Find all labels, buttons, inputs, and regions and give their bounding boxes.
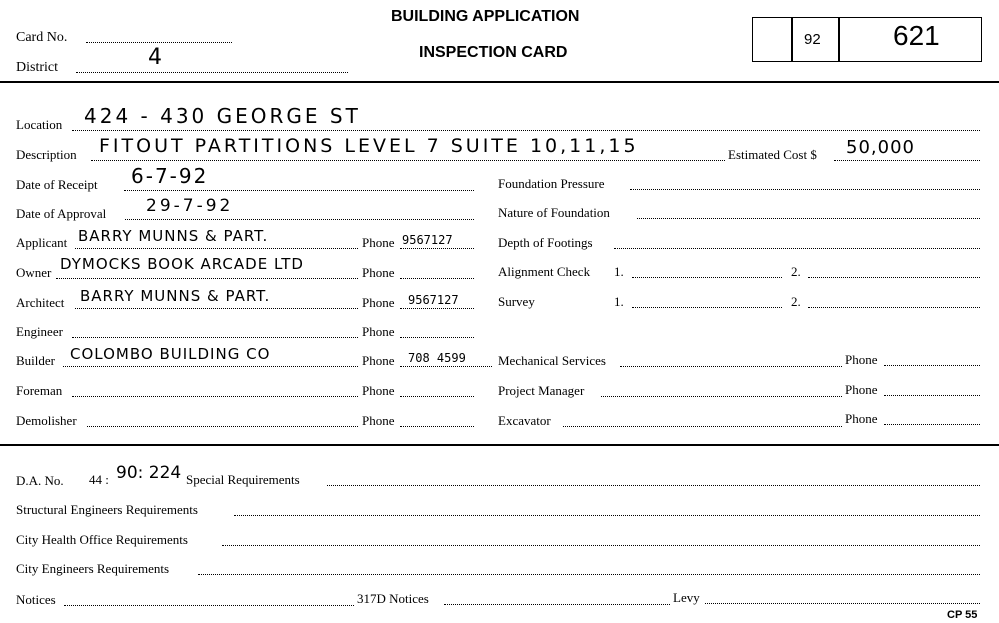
city-engineers-label: City Engineers Requirements (16, 561, 170, 576)
description-label: Description (16, 147, 77, 162)
owner-value: DYMOCKS BOOK ARCADE LTD (60, 255, 304, 273)
estimated-cost-label: Estimated Cost $ (728, 147, 817, 162)
depth-footings-field[interactable] (614, 248, 980, 249)
location-label: Location (16, 117, 63, 132)
survey-field-1[interactable] (632, 307, 782, 308)
demolisher-field[interactable] (87, 426, 358, 427)
estimated-cost-value: 50,000 (846, 137, 915, 158)
structural-field[interactable] (234, 515, 980, 516)
project-manager-phone-label: Phone (845, 382, 878, 397)
box-divider-2 (838, 17, 840, 62)
location-value: 424 - 430 GEORGE ST (84, 104, 361, 128)
structural-label: Structural Engineers Requirements (16, 502, 198, 517)
form-code: CP 55 (947, 609, 978, 621)
alignment-num2: 2. (791, 264, 801, 279)
da-prefix: 44 : (89, 472, 109, 487)
district-label: District (16, 60, 58, 75)
card-number-box (752, 17, 982, 62)
builder-phone-value: 708 4599 (408, 351, 466, 365)
applicant-phone-value: 9567127 (402, 233, 453, 247)
foreman-phone-field[interactable] (400, 396, 474, 397)
date-receipt-field[interactable] (124, 190, 474, 191)
excavator-field[interactable] (563, 426, 842, 427)
engineer-label: Engineer (16, 324, 63, 339)
notices-field[interactable] (64, 605, 354, 606)
demolisher-label: Demolisher (16, 413, 77, 428)
owner-phone-label: Phone (362, 265, 395, 280)
architect-label: Architect (16, 295, 65, 310)
builder-phone-label: Phone (362, 353, 395, 368)
special-requirements-label: Special Requirements (186, 472, 300, 487)
project-manager-field[interactable] (601, 396, 842, 397)
description-field[interactable] (91, 160, 725, 161)
architect-field[interactable] (75, 308, 358, 309)
description-value: FITOUT PARTITIONS LEVEL 7 SUITE 10,11,15 (99, 135, 639, 157)
builder-value: COLOMBO BUILDING CO (70, 345, 271, 363)
engineer-field[interactable] (72, 337, 358, 338)
section-divider (0, 444, 999, 446)
card-no-label: Card No. (16, 30, 68, 45)
alignment-check-field-2[interactable] (808, 277, 980, 278)
alignment-check-field-1[interactable] (632, 277, 782, 278)
district-field[interactable] (76, 72, 348, 73)
card-number-value: 621 (893, 20, 940, 51)
project-manager-phone-field[interactable] (884, 395, 980, 396)
notices-label: Notices (16, 592, 56, 607)
builder-field[interactable] (63, 366, 358, 367)
engineer-phone-field[interactable] (400, 337, 474, 338)
engineer-phone-label: Phone (362, 324, 395, 339)
nature-foundation-label: Nature of Foundation (498, 205, 610, 220)
da-label: D.A. No. (16, 473, 64, 488)
architect-phone-label: Phone (362, 295, 395, 310)
demolisher-phone-label: Phone (362, 413, 395, 428)
box-divider-1 (791, 17, 793, 62)
survey-num1: 1. (614, 294, 624, 309)
excavator-phone-label: Phone (845, 411, 878, 426)
estimated-cost-field[interactable] (834, 160, 980, 161)
date-approval-label: Date of Approval (16, 206, 107, 221)
location-field[interactable] (72, 130, 980, 131)
da-value: 90: 224 (116, 463, 182, 483)
foreman-field[interactable] (72, 396, 358, 397)
excavator-phone-field[interactable] (884, 424, 980, 425)
excavator-label: Excavator (498, 413, 551, 428)
date-approval-field[interactable] (125, 219, 474, 220)
date-approval-value: 29-7-92 (146, 196, 234, 216)
levy-label: Levy (673, 590, 700, 605)
applicant-value: BARRY MUNNS & PART. (78, 227, 269, 245)
architect-phone-value: 9567127 (408, 293, 459, 307)
alignment-check-label: Alignment Check (498, 264, 591, 279)
depth-footings-label: Depth of Footings (498, 235, 593, 250)
city-engineers-field[interactable] (198, 574, 980, 575)
applicant-label: Applicant (16, 235, 68, 250)
foundation-pressure-field[interactable] (630, 189, 980, 190)
foreman-label: Foreman (16, 383, 63, 398)
notices-317d-label: 317D Notices (357, 591, 429, 606)
survey-label: Survey (498, 294, 535, 309)
applicant-field[interactable] (75, 248, 358, 249)
header-divider (0, 81, 999, 83)
card-title-line2: INSPECTION CARD (419, 44, 568, 61)
mechanical-field[interactable] (620, 366, 842, 367)
applicant-phone-label: Phone (362, 235, 395, 250)
alignment-num1: 1. (614, 264, 624, 279)
mechanical-phone-label: Phone (845, 352, 878, 367)
card-no-field[interactable] (86, 42, 232, 43)
owner-field[interactable] (56, 278, 358, 279)
foundation-pressure-label: Foundation Pressure (498, 176, 605, 191)
date-receipt-label: Date of Receipt (16, 177, 98, 192)
owner-label: Owner (16, 265, 52, 280)
year-value: 92 (804, 31, 821, 48)
survey-num2: 2. (791, 294, 801, 309)
mechanical-label: Mechanical Services (498, 353, 606, 368)
survey-field-2[interactable] (808, 307, 980, 308)
architect-value: BARRY MUNNS & PART. (80, 287, 271, 305)
builder-label: Builder (16, 353, 55, 368)
special-requirements-field[interactable] (327, 485, 980, 486)
demolisher-phone-field[interactable] (400, 426, 474, 427)
owner-phone-field[interactable] (400, 278, 474, 279)
notices-317d-field[interactable] (444, 604, 670, 605)
mechanical-phone-field[interactable] (884, 365, 980, 366)
levy-field[interactable] (705, 603, 980, 604)
health-field[interactable] (222, 545, 980, 546)
district-value: 4 (148, 45, 163, 70)
foreman-phone-label: Phone (362, 383, 395, 398)
nature-foundation-field[interactable] (637, 218, 980, 219)
health-label: City Health Office Requirements (16, 532, 188, 547)
date-receipt-value: 6-7-92 (131, 164, 209, 188)
card-title-line1: BUILDING APPLICATION (391, 8, 580, 25)
project-manager-label: Project Manager (498, 383, 585, 398)
